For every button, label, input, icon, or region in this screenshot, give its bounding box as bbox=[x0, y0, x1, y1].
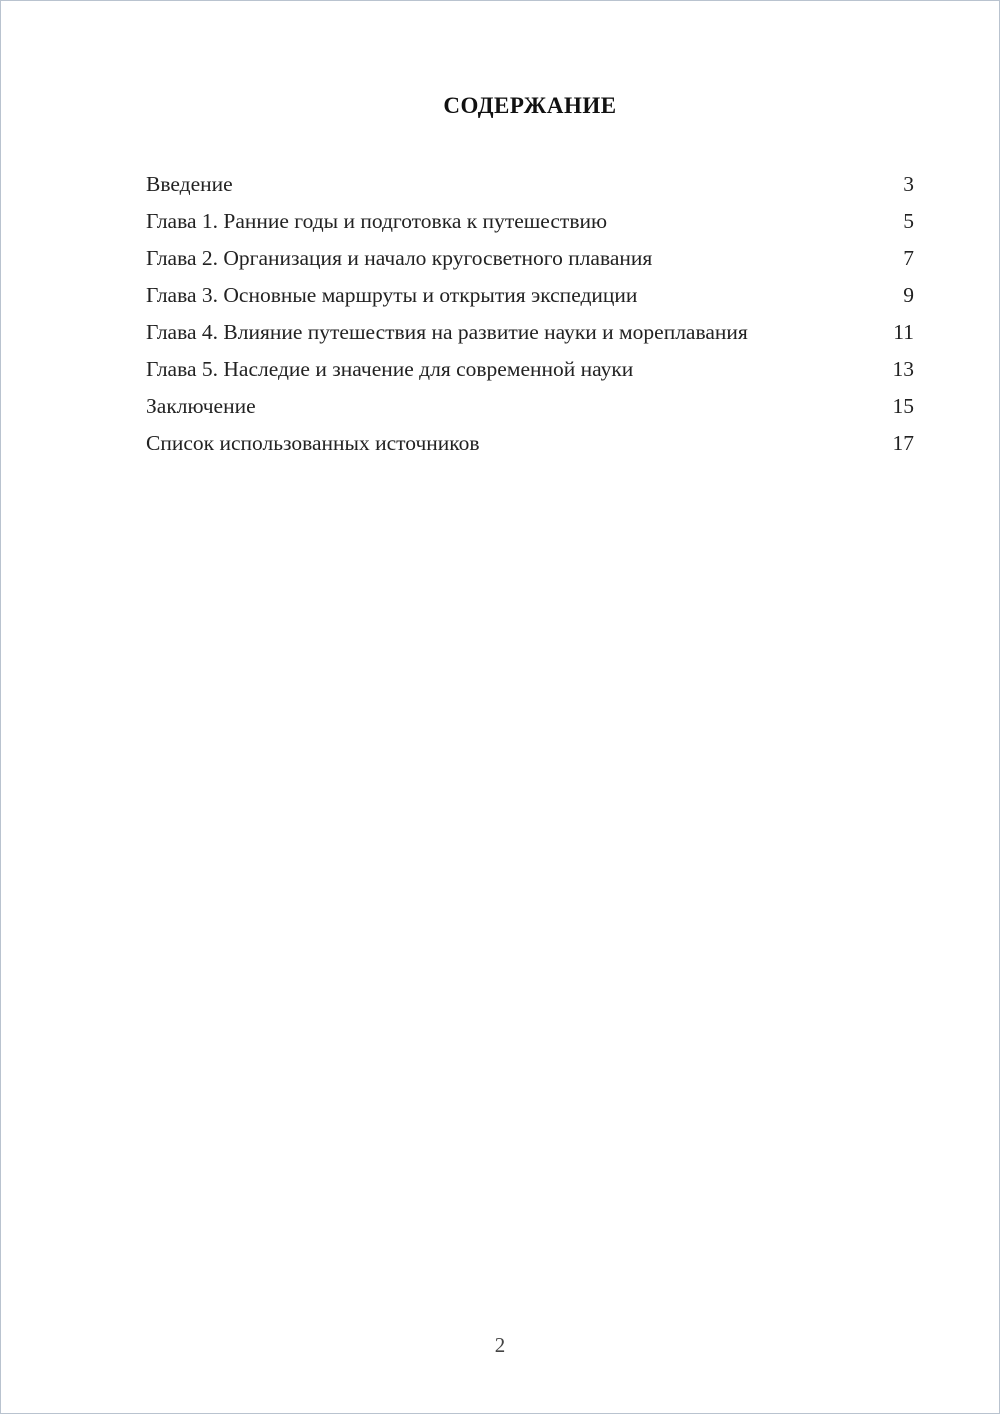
toc-entry-page: 15 bbox=[892, 394, 914, 418]
toc-list bbox=[146, 166, 914, 462]
toc-entry-page: 9 bbox=[903, 283, 914, 307]
toc-entry bbox=[146, 425, 914, 462]
toc-entry-page: 5 bbox=[903, 209, 914, 233]
toc-entry-label: Глава 2. Организация и начало кругосветного плавания bbox=[146, 246, 653, 270]
toc-entry-label: Глава 5. Наследие и значение для современной науки bbox=[146, 357, 634, 381]
toc-entry bbox=[146, 166, 914, 203]
toc-entry-label: Введение bbox=[146, 172, 233, 196]
toc-entry-label: Глава 4. Влияние путешествия на развитие науки и мореплавания bbox=[146, 320, 748, 344]
toc-entry-label: Глава 3. Основные маршруты и открытия экспедиции bbox=[146, 283, 638, 307]
toc-entry-label: Глава 1. Ранние годы и подготовка к путешествию bbox=[146, 209, 608, 233]
toc-entry bbox=[146, 388, 914, 425]
toc-entry-label: Заключение bbox=[146, 394, 256, 418]
toc-entry-page: 17 bbox=[892, 431, 914, 455]
toc-entry bbox=[146, 203, 914, 240]
toc-entry-page: 7 bbox=[903, 246, 914, 270]
toc-entry-label: Список использованных источников bbox=[146, 431, 480, 455]
toc-entry-page: 11 bbox=[893, 320, 914, 344]
toc-entry bbox=[146, 314, 914, 351]
toc-entry-page: 3 bbox=[903, 172, 914, 196]
toc-entry-page: 13 bbox=[892, 357, 914, 381]
page-content bbox=[1, 1, 999, 462]
page-number: 2 bbox=[494, 1333, 506, 1357]
toc-entry bbox=[146, 277, 914, 314]
page-title: СОДЕРЖАНИЕ bbox=[443, 93, 617, 118]
toc-entry bbox=[146, 240, 914, 277]
toc-entry bbox=[146, 351, 914, 388]
